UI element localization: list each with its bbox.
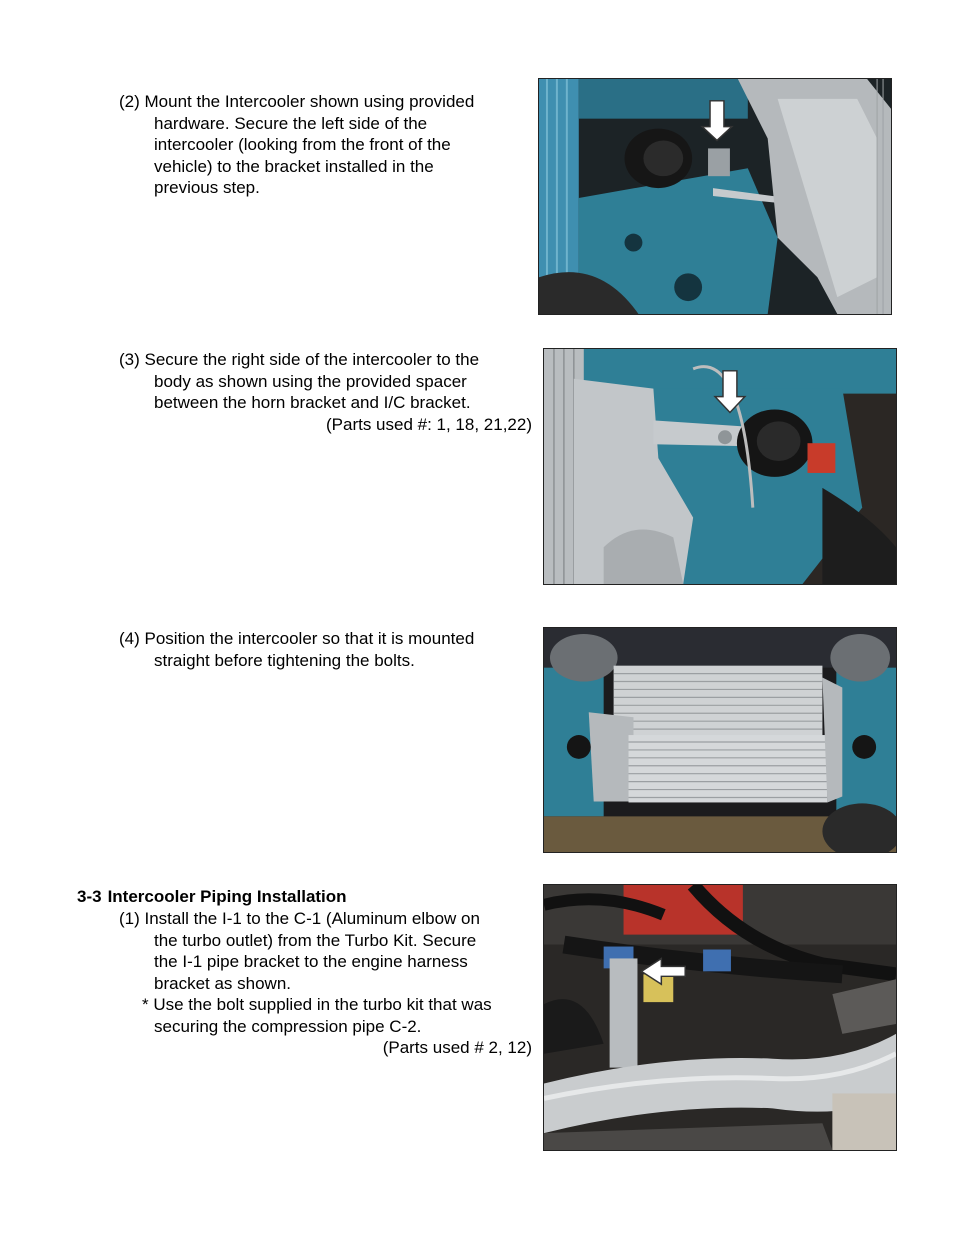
step-3-line: body as shown using the provided spacer bbox=[154, 371, 467, 391]
section-title: Intercooler Piping Installation bbox=[107, 887, 347, 906]
section-step-1-line: bracket as shown. bbox=[154, 973, 292, 993]
section-step-1-line: (1) Install the I-1 to the C-1 (Aluminum elbow on bbox=[119, 909, 480, 928]
step-2-line: intercooler (looking from the front of the bbox=[154, 135, 451, 154]
section-heading bbox=[77, 887, 347, 907]
step-4-line: straight before tightening the bolts. bbox=[154, 650, 415, 670]
section-step-1-line: the I-1 pipe bracket to the engine harness bbox=[154, 952, 468, 971]
photo-intercooler-front bbox=[543, 627, 897, 853]
section-step-1-line: the turbo outlet) from the Turbo Kit. Secure bbox=[154, 930, 477, 950]
step-2-line: previous step. bbox=[154, 178, 260, 197]
step-3-line: (3) Secure the right side of the intercooler to the bbox=[119, 350, 480, 369]
section-number: 3-3 bbox=[77, 887, 102, 906]
photo-left-bracket bbox=[538, 78, 892, 315]
step-4-line: (4) Position the intercooler so that it is mounted bbox=[119, 629, 475, 648]
step-3-parts-used: (Parts used #: 1, 18, 21,22) bbox=[325, 414, 532, 434]
step-2-line: (2) Mount the Intercooler shown using provided bbox=[119, 92, 475, 111]
step-3-text bbox=[119, 349, 532, 435]
step-2-line: hardware. Secure the left side of the bbox=[154, 113, 428, 133]
step-2-text bbox=[119, 91, 475, 199]
section-step-1-note: securing the compression pipe C-2. bbox=[154, 1016, 422, 1036]
photo-right-bracket bbox=[543, 348, 897, 585]
section-step-1-text bbox=[119, 908, 532, 1059]
step-4-text bbox=[119, 628, 475, 671]
photo-piping-bracket bbox=[543, 884, 897, 1151]
section-step-1-parts-used: (Parts used # 2, 12) bbox=[382, 1038, 532, 1057]
step-3-line: between the horn bracket and I/C bracket. bbox=[154, 393, 471, 412]
section-step-1-note: * Use the bolt supplied in the turbo kit that was bbox=[142, 995, 492, 1014]
step-2-line: vehicle) to the bracket installed in the bbox=[154, 156, 434, 176]
